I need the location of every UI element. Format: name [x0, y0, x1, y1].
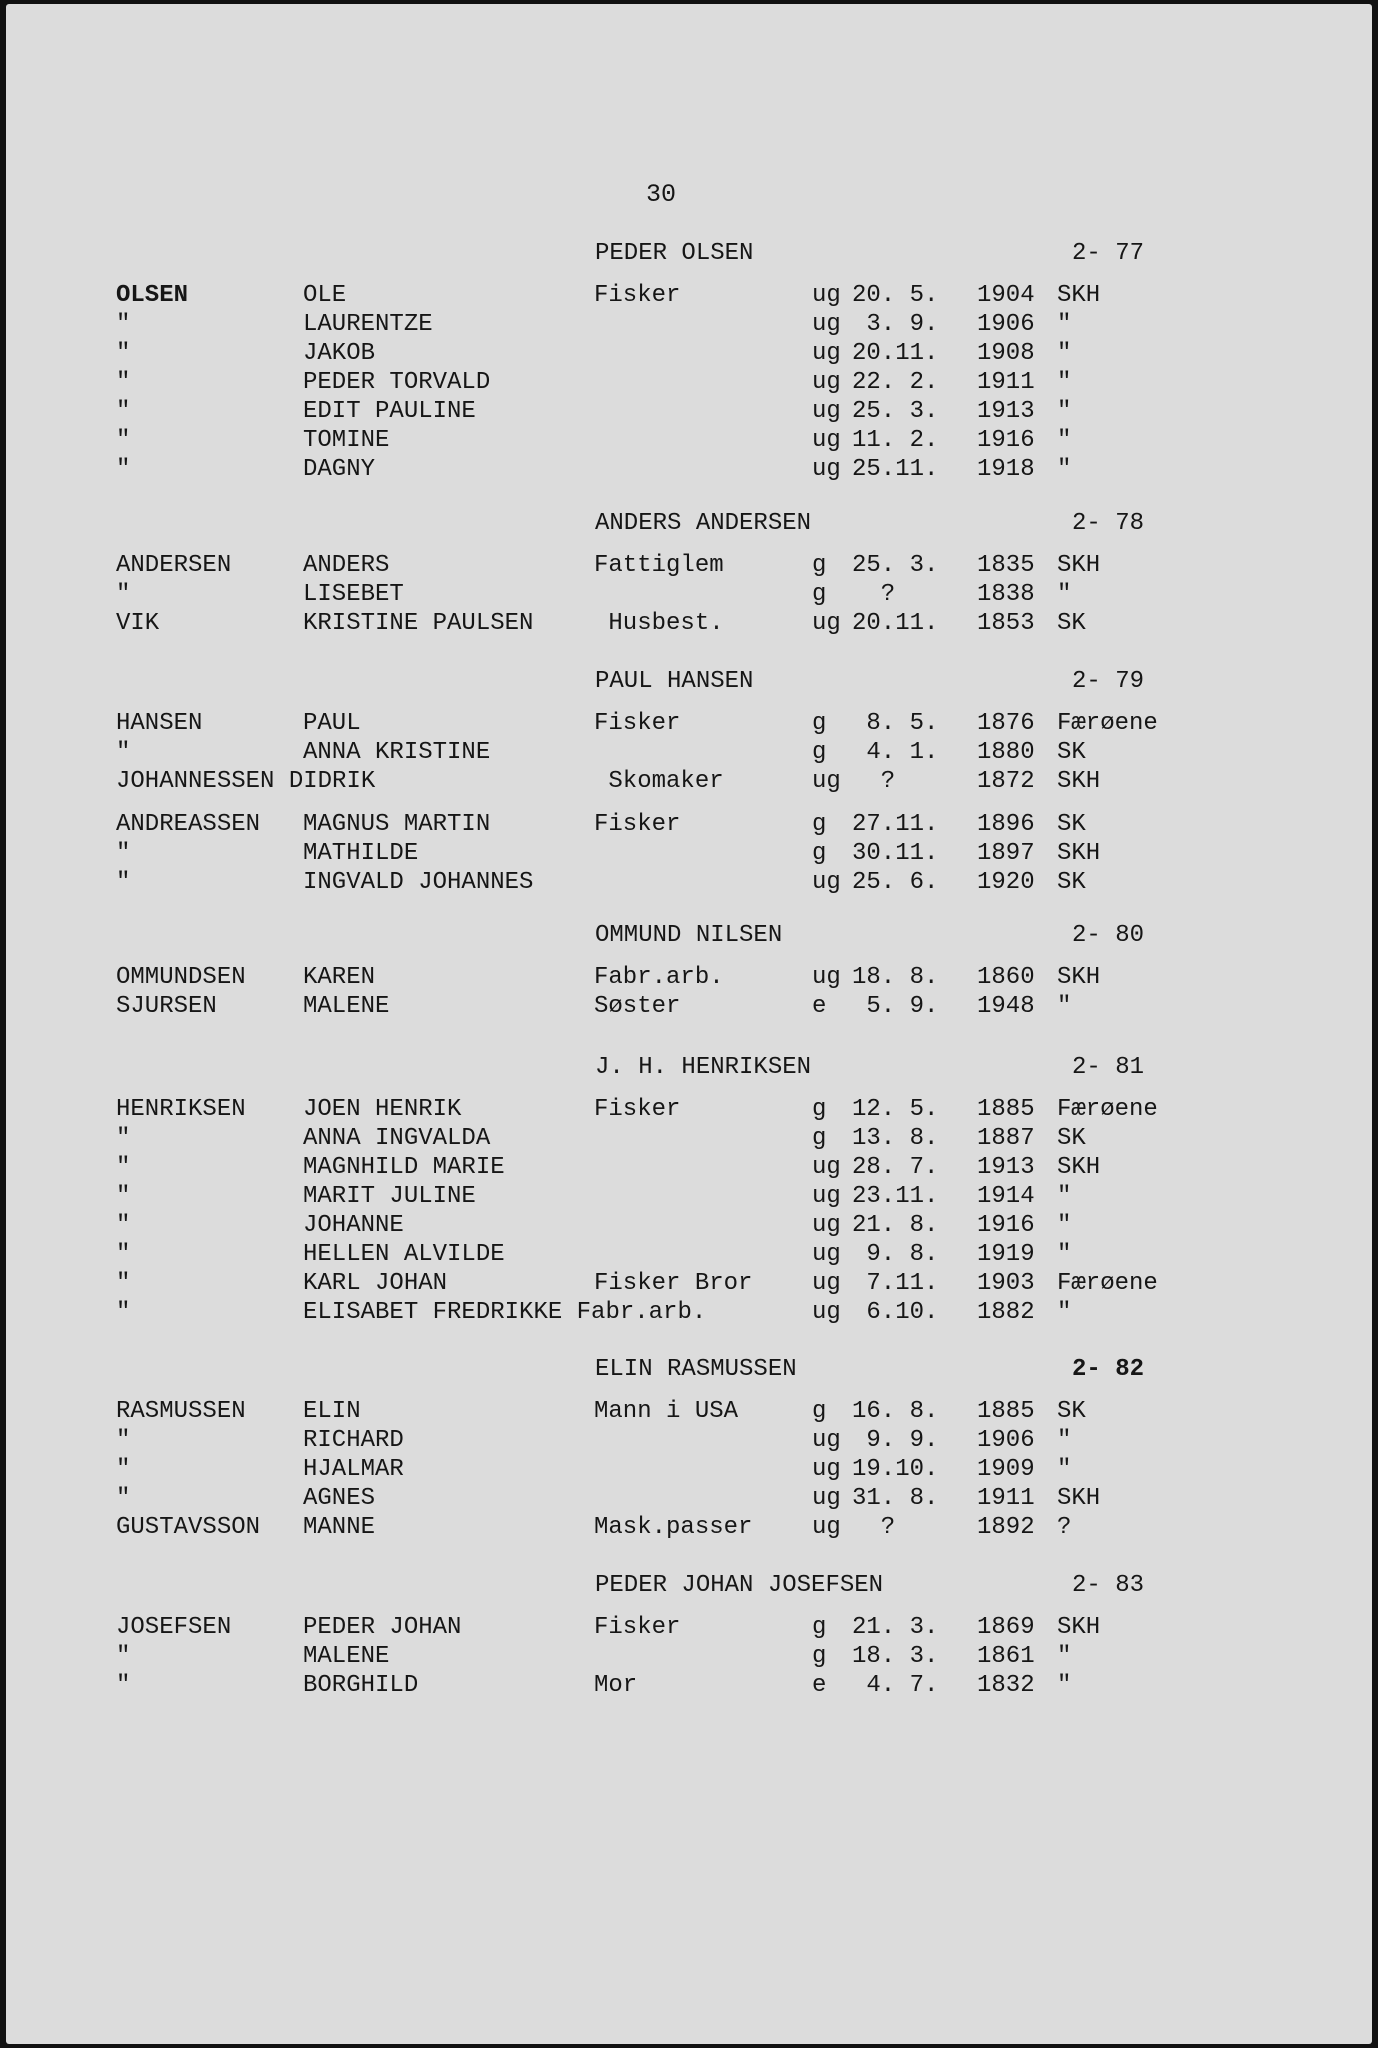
- household-block: [6, 240, 1378, 485]
- marital-status-cell: g: [812, 710, 827, 737]
- marital-status-cell: ug: [812, 1485, 841, 1512]
- household-header: [6, 240, 1378, 270]
- household-header: [6, 1356, 1378, 1386]
- household-block: [6, 1054, 1378, 1328]
- household-block: [6, 510, 1378, 639]
- person-row: [6, 282, 1378, 311]
- birth-year-cell: 1908: [977, 340, 1035, 367]
- household-header: [6, 1572, 1378, 1602]
- firstname-cell: INGVALD JOHANNES: [303, 869, 534, 896]
- firstname-cell: OLE: [303, 282, 347, 309]
- birthplace-cell: ": [1057, 1427, 1072, 1454]
- birthdate-cell: 4. 1.: [852, 739, 939, 766]
- person-row: [6, 456, 1378, 485]
- occupation-cell: Mask.passer: [594, 1514, 753, 1541]
- birthplace-cell: ": [1057, 1456, 1072, 1483]
- firstname-cell: JAKOB: [303, 340, 376, 367]
- marital-status-cell: g: [812, 840, 827, 867]
- firstname-cell: ELISABET FREDRIKKE Fabr.arb.: [303, 1299, 707, 1326]
- household-header: [6, 510, 1378, 540]
- person-row: [6, 1672, 1378, 1701]
- firstname-cell: MAGNUS MARTIN: [303, 811, 491, 838]
- birthplace-cell: ": [1057, 1672, 1072, 1699]
- birthdate-cell: 13. 8.: [852, 1125, 939, 1152]
- birthdate-cell: ?: [852, 1514, 896, 1541]
- birthdate-cell: 18. 3.: [852, 1643, 939, 1670]
- occupation-cell: Fisker Bror: [594, 1270, 753, 1297]
- person-row: [6, 993, 1378, 1022]
- occupation-cell: Mor: [594, 1672, 638, 1699]
- birthplace-cell: Færøene: [1057, 710, 1158, 737]
- birthplace-cell: SKH: [1057, 1485, 1101, 1512]
- birthplace-cell: SK: [1057, 1398, 1086, 1425]
- person-row: [6, 840, 1378, 869]
- birth-year-cell: 1880: [977, 739, 1035, 766]
- household-block: [6, 1356, 1378, 1543]
- birthdate-cell: 21. 8.: [852, 1212, 939, 1239]
- firstname-cell: KRISTINE PAULSEN: [303, 610, 534, 637]
- household-block: [6, 668, 1378, 898]
- household-head-name: PAUL HANSEN: [595, 668, 754, 695]
- person-row: [6, 1643, 1378, 1672]
- marital-status-cell: ug: [812, 1241, 841, 1268]
- surname-cell: ": [116, 581, 131, 608]
- marital-status-cell: ug: [812, 1299, 841, 1326]
- birthplace-cell: SKH: [1057, 552, 1101, 579]
- marital-status-cell: ug: [812, 768, 841, 795]
- person-row: [6, 610, 1378, 639]
- marital-status-cell: ug: [812, 964, 841, 991]
- firstname-cell: LISEBET: [303, 581, 404, 608]
- birth-year-cell: 1913: [977, 398, 1035, 425]
- household-code: 2- 78: [1072, 510, 1145, 537]
- birthdate-cell: 28. 7.: [852, 1154, 939, 1181]
- marital-status-cell: e: [812, 1672, 827, 1699]
- surname-cell: ": [116, 456, 131, 483]
- surname-cell: ": [116, 1241, 131, 1268]
- surname-cell: JOSEFSEN: [116, 1614, 232, 1641]
- occupation-cell: Fisker: [594, 1096, 681, 1123]
- person-row: [6, 1125, 1378, 1154]
- surname-cell: ": [116, 398, 131, 425]
- marital-status-cell: ug: [812, 398, 841, 425]
- birthdate-cell: 16. 8.: [852, 1398, 939, 1425]
- surname-cell: ": [116, 1299, 131, 1326]
- marital-status-cell: ug: [812, 1514, 841, 1541]
- surname-cell: JOHANNESSEN DIDRIK: [116, 768, 376, 795]
- marital-status-cell: g: [812, 1096, 827, 1123]
- surname-cell: ": [116, 1643, 131, 1670]
- birthdate-cell: 27.11.: [852, 811, 939, 838]
- marital-status-cell: ug: [812, 456, 841, 483]
- birthplace-cell: ": [1057, 1183, 1072, 1210]
- marital-status-cell: ug: [812, 610, 841, 637]
- birthplace-cell: ": [1057, 1299, 1072, 1326]
- birthdate-cell: 23.11.: [852, 1183, 939, 1210]
- firstname-cell: JOEN HENRIK: [303, 1096, 462, 1123]
- birthdate-cell: ?: [852, 581, 896, 608]
- marital-status-cell: ug: [812, 1212, 841, 1239]
- surname-cell: ": [116, 1154, 131, 1181]
- birth-year-cell: 1896: [977, 811, 1035, 838]
- birth-year-cell: 1911: [977, 369, 1035, 396]
- birthdate-cell: 20.11.: [852, 610, 939, 637]
- occupation-cell: Fisker: [594, 811, 681, 838]
- firstname-cell: MANNE: [303, 1514, 376, 1541]
- page-number: 30: [646, 180, 677, 209]
- firstname-cell: HJALMAR: [303, 1456, 404, 1483]
- birthdate-cell: 21. 3.: [852, 1614, 939, 1641]
- marital-status-cell: e: [812, 993, 827, 1020]
- occupation-cell: Fisker: [594, 1614, 681, 1641]
- surname-cell: RASMUSSEN: [116, 1398, 246, 1425]
- birthdate-cell: 18. 8.: [852, 964, 939, 991]
- birth-year-cell: 1876: [977, 710, 1035, 737]
- firstname-cell: PAUL: [303, 710, 361, 737]
- surname-cell: ": [116, 840, 131, 867]
- household-header: [6, 668, 1378, 698]
- birthplace-cell: ": [1057, 1643, 1072, 1670]
- firstname-cell: ELIN: [303, 1398, 361, 1425]
- birthdate-cell: 31. 8.: [852, 1485, 939, 1512]
- firstname-cell: HELLEN ALVILDE: [303, 1241, 505, 1268]
- marital-status-cell: ug: [812, 340, 841, 367]
- household-head-name: PEDER OLSEN: [595, 240, 754, 267]
- birthdate-cell: 6.10.: [852, 1299, 939, 1326]
- birthdate-cell: 12. 5.: [852, 1096, 939, 1123]
- birthdate-cell: 3. 9.: [852, 311, 939, 338]
- firstname-cell: RICHARD: [303, 1427, 404, 1454]
- household-block: [6, 922, 1378, 1022]
- birthplace-cell: ?: [1057, 1514, 1072, 1541]
- marital-status-cell: ug: [812, 1183, 841, 1210]
- surname-cell: ": [116, 1270, 131, 1297]
- birth-year-cell: 1869: [977, 1614, 1035, 1641]
- occupation-cell: Husbest.: [594, 610, 724, 637]
- surname-cell: HENRIKSEN: [116, 1096, 246, 1123]
- household-header: [6, 922, 1378, 952]
- person-row: [6, 552, 1378, 581]
- occupation-cell: Skomaker: [594, 768, 724, 795]
- surname-cell: ": [116, 1125, 131, 1152]
- birthdate-cell: 4. 7.: [852, 1672, 939, 1699]
- birth-year-cell: 1911: [977, 1485, 1035, 1512]
- birth-year-cell: 1906: [977, 311, 1035, 338]
- person-row: [6, 311, 1378, 340]
- birth-year-cell: 1885: [977, 1398, 1035, 1425]
- firstname-cell: ANDERS: [303, 552, 390, 579]
- birthdate-cell: ?: [852, 768, 896, 795]
- birthplace-cell: SK: [1057, 739, 1086, 766]
- firstname-cell: AGNES: [303, 1485, 376, 1512]
- birthdate-cell: 20. 5.: [852, 282, 939, 309]
- firstname-cell: MARIT JULINE: [303, 1183, 476, 1210]
- surname-cell: ANDREASSEN: [116, 811, 261, 838]
- person-row: [6, 1485, 1378, 1514]
- birth-year-cell: 1948: [977, 993, 1035, 1020]
- birthdate-cell: 8. 5.: [852, 710, 939, 737]
- birthdate-cell: 20.11.: [852, 340, 939, 367]
- person-row: [6, 1299, 1378, 1328]
- occupation-cell: Fisker: [594, 282, 681, 309]
- firstname-cell: TOMINE: [303, 427, 390, 454]
- birthdate-cell: 5. 9.: [852, 993, 939, 1020]
- birthplace-cell: ": [1057, 340, 1072, 367]
- birthplace-cell: SK: [1057, 1125, 1086, 1152]
- person-row: [6, 1154, 1378, 1183]
- birthdate-cell: 22. 2.: [852, 369, 939, 396]
- marital-status-cell: g: [812, 1125, 827, 1152]
- birth-year-cell: 1920: [977, 869, 1035, 896]
- birth-year-cell: 1913: [977, 1154, 1035, 1181]
- birth-year-cell: 1860: [977, 964, 1035, 991]
- birthdate-cell: 11. 2.: [852, 427, 939, 454]
- birth-year-cell: 1909: [977, 1456, 1035, 1483]
- person-row: [6, 1514, 1378, 1543]
- birth-year-cell: 1918: [977, 456, 1035, 483]
- birth-year-cell: 1835: [977, 552, 1035, 579]
- firstname-cell: EDIT PAULINE: [303, 398, 476, 425]
- firstname-cell: MALENE: [303, 993, 390, 1020]
- person-row: [6, 1427, 1378, 1456]
- firstname-cell: PEDER JOHAN: [303, 1614, 462, 1641]
- birthplace-cell: ": [1057, 369, 1072, 396]
- occupation-cell: Fabr.arb.: [594, 964, 724, 991]
- birth-year-cell: 1914: [977, 1183, 1035, 1210]
- person-row: [6, 1614, 1378, 1643]
- birthdate-cell: 25. 6.: [852, 869, 939, 896]
- household-head-name: ANDERS ANDERSEN: [595, 510, 812, 537]
- birth-year-cell: 1897: [977, 840, 1035, 867]
- birth-year-cell: 1903: [977, 1270, 1035, 1297]
- person-row: [6, 1096, 1378, 1125]
- birthdate-cell: 19.10.: [852, 1456, 939, 1483]
- household-block: [6, 1572, 1378, 1701]
- marital-status-cell: g: [812, 811, 827, 838]
- household-code: 2- 77: [1072, 240, 1145, 267]
- birth-year-cell: 1832: [977, 1672, 1035, 1699]
- marital-status-cell: ug: [812, 1456, 841, 1483]
- marital-status-cell: ug: [812, 282, 841, 309]
- birthdate-cell: 9. 8.: [852, 1241, 939, 1268]
- birth-year-cell: 1916: [977, 1212, 1035, 1239]
- marital-status-cell: g: [812, 1643, 827, 1670]
- marital-status-cell: ug: [812, 311, 841, 338]
- surname-cell: ": [116, 1456, 131, 1483]
- person-row: [6, 340, 1378, 369]
- surname-cell: ": [116, 427, 131, 454]
- birth-year-cell: 1892: [977, 1514, 1035, 1541]
- household-head-name: ELIN RASMUSSEN: [595, 1356, 797, 1383]
- household-code: 2- 81: [1072, 1054, 1145, 1081]
- person-row: [6, 811, 1378, 840]
- marital-status-cell: ug: [812, 369, 841, 396]
- person-row: [6, 581, 1378, 610]
- surname-cell: ": [116, 1485, 131, 1512]
- firstname-cell: ANNA KRISTINE: [303, 739, 491, 766]
- marital-status-cell: ug: [812, 1270, 841, 1297]
- firstname-cell: JOHANNE: [303, 1212, 404, 1239]
- occupation-cell: Fattiglem: [594, 552, 724, 579]
- birthplace-cell: ": [1057, 1212, 1072, 1239]
- household-header: [6, 1054, 1378, 1084]
- person-row: [6, 1270, 1378, 1299]
- person-row: [6, 739, 1378, 768]
- surname-cell: ": [116, 739, 131, 766]
- occupation-cell: Søster: [594, 993, 681, 1020]
- person-row: [6, 1456, 1378, 1485]
- household-code: 2- 80: [1072, 922, 1145, 949]
- surname-cell: ": [116, 1212, 131, 1239]
- birthplace-cell: SKH: [1057, 1614, 1101, 1641]
- birthdate-cell: 7.11.: [852, 1270, 939, 1297]
- firstname-cell: KARL JOHAN: [303, 1270, 448, 1297]
- birthdate-cell: 25. 3.: [852, 398, 939, 425]
- person-row: [6, 1212, 1378, 1241]
- firstname-cell: DAGNY: [303, 456, 376, 483]
- row-gap: [6, 797, 1378, 811]
- birthplace-cell: ": [1057, 1241, 1072, 1268]
- person-row: [6, 1398, 1378, 1427]
- person-row: [6, 398, 1378, 427]
- household-head-name: OMMUND NILSEN: [595, 922, 783, 949]
- birthdate-cell: 25.11.: [852, 456, 939, 483]
- marital-status-cell: g: [812, 739, 827, 766]
- surname-cell: ": [116, 1183, 131, 1210]
- surname-cell: OLSEN: [116, 282, 189, 309]
- birthdate-cell: 9. 9.: [852, 1427, 939, 1454]
- surname-cell: ": [116, 311, 131, 338]
- birthplace-cell: SK: [1057, 869, 1086, 896]
- birth-year-cell: 1916: [977, 427, 1035, 454]
- household-code: 2- 79: [1072, 668, 1145, 695]
- birth-year-cell: 1885: [977, 1096, 1035, 1123]
- surname-cell: ": [116, 1427, 131, 1454]
- birthplace-cell: ": [1057, 456, 1072, 483]
- birth-year-cell: 1861: [977, 1643, 1035, 1670]
- surname-cell: HANSEN: [116, 710, 203, 737]
- person-row: [6, 964, 1378, 993]
- occupation-cell: Mann i USA: [594, 1398, 739, 1425]
- marital-status-cell: g: [812, 581, 827, 608]
- birth-year-cell: 1838: [977, 581, 1035, 608]
- birthplace-cell: ": [1057, 993, 1072, 1020]
- surname-cell: SJURSEN: [116, 993, 217, 1020]
- person-row: [6, 869, 1378, 898]
- birth-year-cell: 1919: [977, 1241, 1035, 1268]
- marital-status-cell: ug: [812, 869, 841, 896]
- birth-year-cell: 1887: [977, 1125, 1035, 1152]
- surname-cell: OMMUNDSEN: [116, 964, 246, 991]
- surname-cell: ": [116, 369, 131, 396]
- firstname-cell: KAREN: [303, 964, 376, 991]
- firstname-cell: PEDER TORVALD: [303, 369, 491, 396]
- surname-cell: ": [116, 340, 131, 367]
- person-row: [6, 768, 1378, 797]
- birth-year-cell: 1906: [977, 1427, 1035, 1454]
- person-row: [6, 1183, 1378, 1212]
- person-row: [6, 369, 1378, 398]
- firstname-cell: MALENE: [303, 1643, 390, 1670]
- person-row: [6, 1241, 1378, 1270]
- firstname-cell: MAGNHILD MARIE: [303, 1154, 505, 1181]
- household-head-name: PEDER JOHAN JOSEFSEN: [595, 1572, 884, 1599]
- birth-year-cell: 1882: [977, 1299, 1035, 1326]
- birthplace-cell: SKH: [1057, 768, 1101, 795]
- person-row: [6, 710, 1378, 739]
- birthplace-cell: SKH: [1057, 1154, 1101, 1181]
- surname-cell: ": [116, 1672, 131, 1699]
- birthplace-cell: ": [1057, 311, 1072, 338]
- birthplace-cell: Færøene: [1057, 1270, 1158, 1297]
- firstname-cell: BORGHILD: [303, 1672, 419, 1699]
- marital-status-cell: g: [812, 552, 827, 579]
- birthdate-cell: 25. 3.: [852, 552, 939, 579]
- firstname-cell: LAURENTZE: [303, 311, 433, 338]
- marital-status-cell: ug: [812, 1427, 841, 1454]
- birth-year-cell: 1872: [977, 768, 1035, 795]
- person-row: [6, 427, 1378, 456]
- marital-status-cell: g: [812, 1398, 827, 1425]
- birthplace-cell: ": [1057, 581, 1072, 608]
- birthplace-cell: ": [1057, 398, 1072, 425]
- occupation-cell: Fisker: [594, 710, 681, 737]
- birthplace-cell: SK: [1057, 610, 1086, 637]
- birthplace-cell: Færøene: [1057, 1096, 1158, 1123]
- birthplace-cell: SKH: [1057, 840, 1101, 867]
- birth-year-cell: 1904: [977, 282, 1035, 309]
- household-code: 2- 82: [1072, 1356, 1145, 1383]
- birthplace-cell: SK: [1057, 811, 1086, 838]
- marital-status-cell: ug: [812, 427, 841, 454]
- surname-cell: GUSTAVSSON: [116, 1514, 261, 1541]
- document-page: [6, 4, 1372, 2044]
- firstname-cell: ANNA INGVALDA: [303, 1125, 491, 1152]
- marital-status-cell: ug: [812, 1154, 841, 1181]
- birth-year-cell: 1853: [977, 610, 1035, 637]
- marital-status-cell: g: [812, 1614, 827, 1641]
- birthplace-cell: ": [1057, 427, 1072, 454]
- birthplace-cell: SKH: [1057, 964, 1101, 991]
- surname-cell: VIK: [116, 610, 160, 637]
- firstname-cell: MATHILDE: [303, 840, 419, 867]
- surname-cell: ANDERSEN: [116, 552, 232, 579]
- birthplace-cell: SKH: [1057, 282, 1101, 309]
- birthdate-cell: 30.11.: [852, 840, 939, 867]
- household-head-name: J. H. HENRIKSEN: [595, 1054, 812, 1081]
- surname-cell: ": [116, 869, 131, 896]
- household-code: 2- 83: [1072, 1572, 1145, 1599]
